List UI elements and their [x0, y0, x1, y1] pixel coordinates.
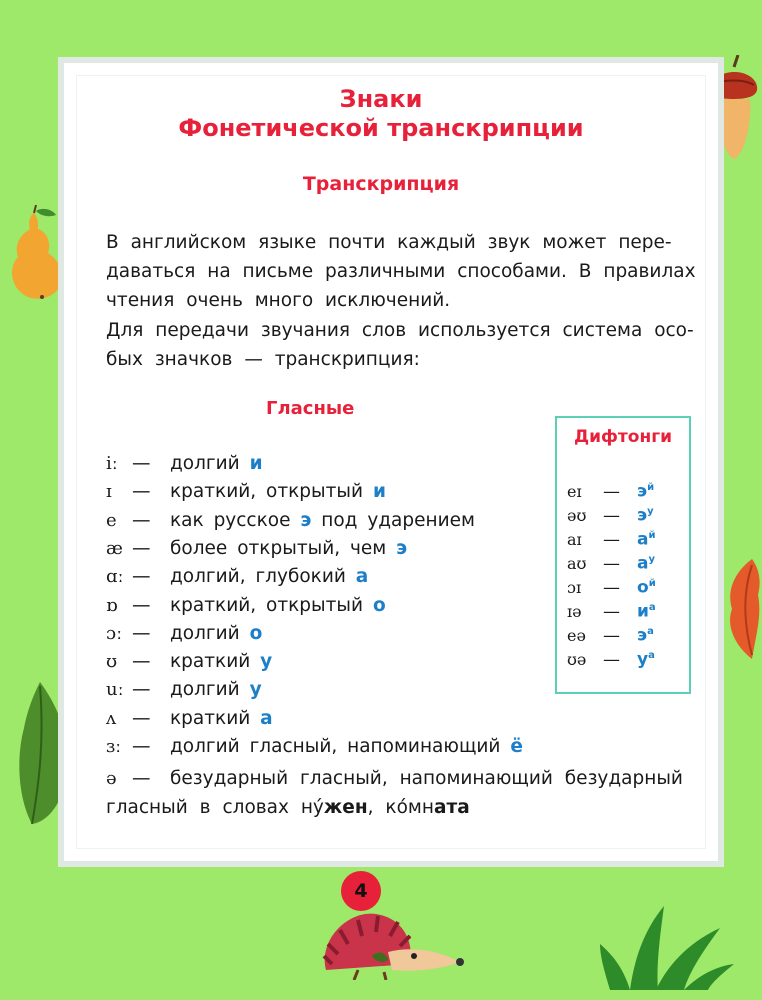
vowel-symbol: ʌ: [106, 707, 117, 729]
vowel-dash: —: [132, 768, 151, 789]
diphthong-row: [567, 476, 654, 500]
vowel-row: [106, 648, 272, 676]
vowel-example-bold: ат: [433, 797, 458, 818]
diphthong-dash: —: [603, 649, 620, 670]
diphthong-letter: э: [637, 625, 648, 646]
vowel-row: [106, 676, 262, 704]
vowel-dash: —: [132, 594, 151, 616]
vowel-row: [106, 592, 386, 620]
vowel-row: [106, 450, 263, 478]
vowel-dash: —: [132, 566, 151, 588]
diphthong-row: [567, 524, 656, 548]
hedgehog-illustration: [318, 900, 468, 980]
diphthong-superscript: а: [648, 602, 656, 613]
vowels-heading: Гласные: [266, 398, 355, 419]
paragraph-1-line-3: чтения очень много исключений.: [106, 290, 451, 311]
vowel-row: [106, 733, 523, 761]
diphthongs-heading: Дифтонги: [574, 427, 672, 447]
diphthong-letter: э: [637, 505, 648, 526]
diphthong-row: [567, 644, 655, 668]
diphthong-superscript: у: [648, 554, 656, 565]
vowel-symbol: e: [106, 509, 117, 531]
diphthong-dash: —: [603, 601, 620, 622]
vowel-russian-letter: э: [396, 537, 408, 559]
vowel-dash: —: [132, 537, 151, 559]
vowel-example-text: гласный в словах ну́: [106, 797, 324, 818]
vowel-dash: —: [132, 509, 151, 531]
vowel-russian-letter: и: [372, 481, 386, 503]
vowel-description: долгий: [170, 679, 240, 701]
page-title: [0, 85, 762, 143]
vowel-row: [106, 478, 386, 506]
diphthongs-box: [555, 416, 691, 694]
autumn-leaf-illustration: [722, 555, 762, 665]
paragraph-2-line-2: бых значков — транскрипция:: [106, 349, 420, 370]
vowel-example-bold: е: [342, 797, 355, 818]
diphthong-superscript: а: [648, 650, 655, 661]
vowel-dash: —: [132, 622, 151, 644]
paragraph-2-line-1: Для передачи звучания слов используется система осо-: [106, 320, 694, 341]
diphthong-dash: —: [603, 577, 620, 598]
vowel-description: краткий, открытый: [170, 594, 364, 616]
vowel-description: долгий, глубокий: [170, 566, 346, 588]
vowel-russian-letter: а: [355, 566, 369, 588]
page-number: 4: [341, 871, 381, 911]
section-subtitle: Транскрипция: [302, 173, 460, 195]
diphthong-superscript: й: [648, 530, 656, 541]
diphthong-symbol: əʊ: [567, 505, 587, 525]
diphthong-letter: а: [637, 529, 649, 550]
vowel-russian-letter: а: [260, 707, 273, 729]
vowel-description: краткий: [170, 651, 251, 673]
vowel-row: [106, 535, 407, 563]
vowel-russian-letter: и: [249, 453, 263, 474]
vowel-symbol: iː: [106, 453, 118, 474]
vowel-symbol: ɔː: [106, 622, 123, 644]
diphthong-letter: о: [637, 577, 649, 598]
diphthong-row: [567, 572, 656, 596]
vowel-row: [106, 507, 475, 535]
diphthong-dash: —: [603, 625, 620, 646]
vowel-symbol: ɜː: [106, 736, 122, 757]
vowel-row: [106, 705, 273, 733]
vowel-example-text: , ко́мн: [367, 797, 434, 818]
diphthong-row: [567, 596, 656, 620]
diphthong-symbol: eə: [567, 625, 586, 645]
vowel-russian-letter: о: [249, 622, 263, 644]
paragraph-1-line-1: В английском языке почти каждый звук может пере-: [106, 232, 672, 253]
diphthong-letter: и: [637, 601, 649, 622]
diphthong-symbol: aʊ: [567, 553, 587, 573]
title-line-1: Знаки: [339, 85, 423, 113]
paragraph-2: [106, 316, 696, 374]
vowel-symbol: æ: [106, 537, 123, 559]
vowel-russian-letter: у: [249, 679, 262, 701]
vowel-symbol: uː: [106, 679, 124, 701]
vowel-dash: —: [132, 707, 151, 729]
diphthong-letter: э: [637, 481, 648, 502]
vowel-description: долгий: [170, 622, 240, 644]
diphthong-row: [567, 500, 654, 524]
vowel-dash: —: [132, 453, 151, 474]
diphthong-letter: у: [637, 649, 649, 670]
vowel-row: [106, 620, 262, 648]
diphthong-symbol: ʊə: [567, 649, 587, 669]
diphthong-symbol: aɪ: [567, 529, 582, 549]
diphthong-symbol: ɪə: [567, 601, 582, 621]
vowel-description: безударный гласный, напоминающий безударный: [170, 768, 683, 789]
diphthong-dash: —: [603, 505, 620, 526]
diphthong-dash: —: [603, 481, 620, 502]
vowel-russian-letter: э: [300, 509, 312, 531]
vowel-description: более открытый, чем: [170, 537, 387, 559]
diphthong-symbol: eɪ: [567, 481, 582, 501]
diphthong-superscript: й: [647, 482, 655, 493]
diphthong-symbol: ɔɪ: [567, 577, 582, 597]
paragraph-1-line-2: даваться на письме различными способами. В правилах: [106, 261, 696, 282]
vowel-dash: —: [132, 481, 151, 503]
diphthong-row: [567, 620, 654, 644]
vowel-description: долгий гласный, напоминающий: [170, 736, 501, 757]
vowel-symbol: ɑː: [106, 566, 124, 588]
vowel-symbol: ɪ: [106, 481, 112, 503]
diphthong-row: [567, 548, 655, 572]
vowel-symbol: ɒ: [106, 594, 118, 616]
vowel-description: как русское: [170, 509, 291, 531]
title-line-2: Фонетической транскрипции: [178, 114, 584, 142]
diphthong-dash: —: [603, 553, 620, 574]
vowel-dash: —: [132, 736, 151, 757]
vowel-russian-letter: о: [372, 594, 386, 616]
paragraph-1: [106, 228, 696, 315]
diphthong-letter: а: [637, 553, 649, 574]
vowel-description-after: под ударением: [321, 509, 475, 531]
diphthong-superscript: а: [647, 626, 654, 637]
vowel-schwa-row: [106, 764, 696, 822]
vowel-description: краткий, открытый: [170, 481, 364, 503]
vowel-description: долгий: [170, 453, 240, 474]
vowel-example-bold: ж: [323, 797, 343, 818]
vowel-dash: —: [132, 679, 151, 701]
grass-illustration: [600, 900, 735, 990]
diphthong-superscript: у: [647, 506, 654, 517]
vowel-russian-letter: у: [260, 651, 273, 673]
vowel-description: краткий: [170, 707, 251, 729]
diphthong-superscript: й: [648, 578, 656, 589]
vowel-example-bold: а: [457, 797, 470, 818]
diphthong-dash: —: [603, 529, 620, 550]
vowel-row: [106, 563, 368, 591]
vowel-symbol: ə: [106, 768, 117, 789]
vowel-russian-letter: ё: [510, 736, 523, 757]
vowel-dash: —: [132, 651, 151, 673]
vowel-symbol: ʊ: [106, 651, 118, 673]
vowel-example-bold: н: [354, 797, 368, 818]
